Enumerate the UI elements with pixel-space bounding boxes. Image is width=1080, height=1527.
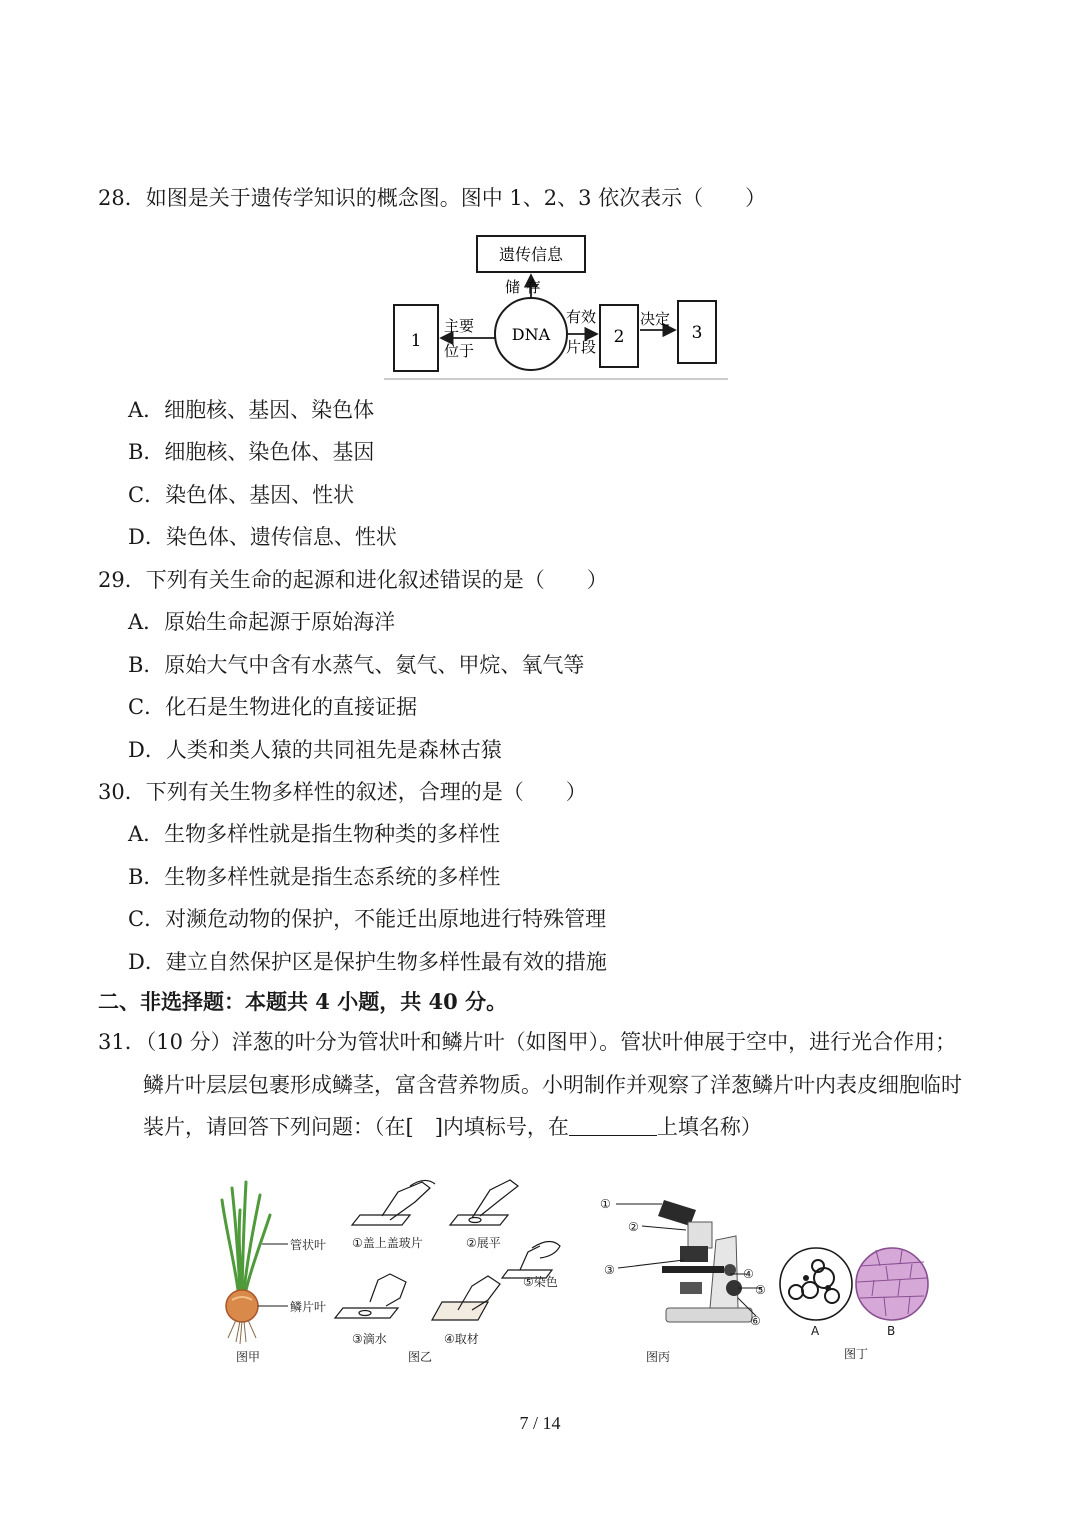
question-text: 装片，请回答下列问题：（在[ ]内填标号，在 <box>143 1115 569 1139</box>
question-number: 29． <box>98 568 146 592</box>
segment-label-1: 有效 <box>566 308 597 326</box>
question-28-stem <box>98 182 766 212</box>
option-b[interactable]: B．生物多样性就是指生态系统的多样性 <box>128 865 501 889</box>
microscope-view-a <box>780 1248 852 1320</box>
box-2-label: 2 <box>613 327 625 347</box>
answer-blank[interactable] <box>569 1115 657 1136</box>
section-heading: 二、非选择题：本题共 4 小题，共 40 分。 <box>98 989 508 1014</box>
option-d[interactable]: D．人类和类人猿的共同祖先是森林古猿 <box>128 738 502 762</box>
option-a[interactable]: A．生物多样性就是指生物种类的多样性 <box>128 822 501 846</box>
figure-bing-caption: 图丙 <box>646 1350 671 1364</box>
view-b-label: B <box>887 1324 896 1338</box>
question-text: （10 分）洋葱的叶分为管状叶和鳞片叶（如图甲）。管状叶伸展于空中，进行光合作用； <box>145 1030 957 1054</box>
question-31-line2: 鳞片叶层层包裹形成鳞茎，富含营养物质。小明制作并观察了洋葱鳞片叶内表皮细胞临时 <box>143 1073 962 1097</box>
microscope-part-3: ③ <box>604 1263 615 1277</box>
option-b[interactable]: B．细胞核、染色体、基因 <box>128 440 375 464</box>
microscope-part-5: ⑤ <box>755 1283 766 1297</box>
tube-leaf-label: 管状叶 <box>290 1238 327 1252</box>
option-c[interactable]: C．对濒危动物的保护，不能迁出原地进行特殊管理 <box>128 907 607 931</box>
question-text: 如图是关于遗传学知识的概念图。图中 1、2、3 依次表示（ ） <box>145 186 767 210</box>
microscope-part-1: ① <box>600 1197 611 1211</box>
decide-label: 决定 <box>640 310 671 328</box>
microscope-part-2: ② <box>628 1220 639 1234</box>
question-31-line1 <box>98 1026 956 1056</box>
option-d[interactable]: D．建立自然保护区是保护生物多样性最有效的措施 <box>128 950 607 974</box>
question-text: 下列有关生物多样性的叙述，合理的是（ ） <box>145 780 587 804</box>
figure-yi-caption: 图乙 <box>408 1350 433 1364</box>
option-d[interactable]: D．染色体、遗传信息、性状 <box>128 525 397 549</box>
option-a[interactable]: A．原始生命起源于原始海洋 <box>128 610 396 634</box>
onion-experiment-figure <box>210 1170 940 1370</box>
question-number: 30． <box>98 780 146 804</box>
option-a[interactable]: A．细胞核、基因、染色体 <box>128 398 375 422</box>
onion-plant-illustration <box>222 1182 326 1364</box>
option-c[interactable]: C．化石是生物进化的直接证据 <box>128 695 418 719</box>
microscope-part-6: ⑥ <box>750 1314 761 1328</box>
question-31-line3 <box>143 1111 762 1141</box>
genetic-info-label: 遗传信息 <box>498 245 564 264</box>
view-a-label: A <box>811 1324 820 1338</box>
scale-leaf-label: 鳞片叶 <box>290 1300 327 1314</box>
question-30-stem <box>98 776 587 806</box>
figure-ding-caption: 图丁 <box>844 1347 869 1361</box>
microscope-view-b <box>856 1248 928 1320</box>
step-5-label: ⑤染色 <box>523 1275 558 1289</box>
page-number: 7 / 14 <box>519 1413 561 1433</box>
segment-label-2: 片段 <box>566 338 597 356</box>
located-label-2: 位于 <box>444 342 475 360</box>
question-number: 31． <box>98 1030 146 1054</box>
question-text: 下列有关生命的起源和进化叙述错误的是（ ） <box>145 568 608 592</box>
slide-preparation-steps <box>335 1180 560 1320</box>
box-1-label: 1 <box>410 331 422 351</box>
genetics-concept-map <box>380 230 730 385</box>
store-label: 储存 <box>505 278 548 296</box>
question-29-stem <box>98 564 608 594</box>
step-1-label: ①盖上盖玻片 <box>352 1236 423 1250</box>
figure-jia-caption: 图甲 <box>236 1350 261 1364</box>
located-label-1: 主要 <box>444 317 475 335</box>
step-3-label: ③滴水 <box>352 1332 387 1346</box>
step-2-label: ②展平 <box>466 1236 501 1250</box>
question-text: 上填名称） <box>656 1115 762 1139</box>
option-c[interactable]: C．染色体、基因、性状 <box>128 483 355 507</box>
step-4-label: ④取材 <box>444 1332 479 1346</box>
box-3-label: 3 <box>691 323 703 343</box>
question-number: 28． <box>98 186 146 210</box>
option-b[interactable]: B．原始大气中含有水蒸气、氨气、甲烷、氧气等 <box>128 653 585 677</box>
dna-label: DNA <box>511 325 551 344</box>
microscope-part-4: ④ <box>743 1267 754 1281</box>
